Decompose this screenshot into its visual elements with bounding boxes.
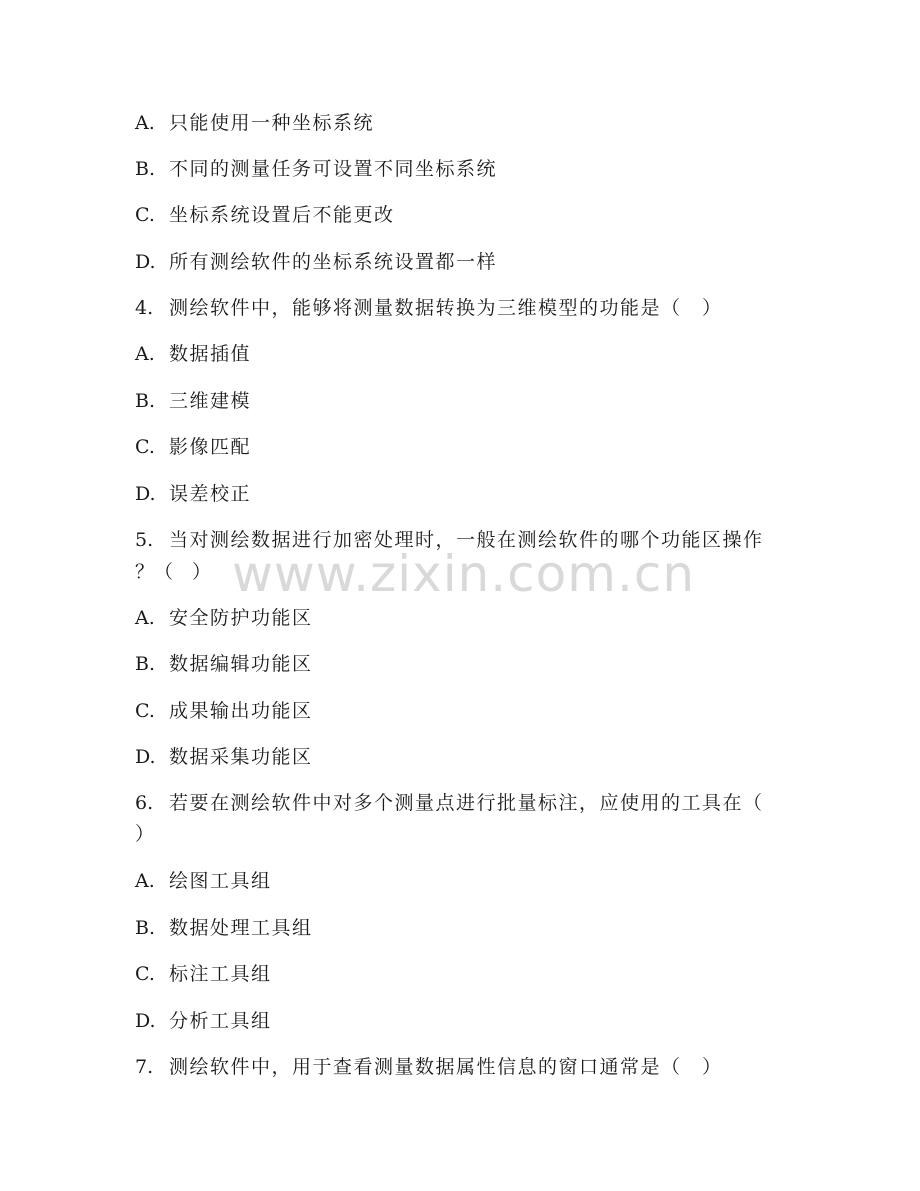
q3-option-d [135,250,497,274]
q3-option-b [135,157,497,181]
option-text: 坐标系统设置后不能更改 [169,204,395,226]
q4-option-b [135,389,251,413]
option-label: D. [135,1010,156,1032]
q5-option-d [135,745,313,769]
q6-option-d [135,1009,272,1033]
q6-option-a [135,869,272,893]
option-text: 不同的测量任务可设置不同坐标系统 [169,158,498,180]
q6-option-b [135,916,313,940]
option-text: 数据处理工具组 [169,917,313,939]
option-label: D. [135,746,156,768]
q4-option-a [135,342,251,366]
q6-stem [135,791,764,815]
option-text: 数据编辑功能区 [169,653,313,675]
option-label: D. [135,251,156,273]
question-number: 4. [135,297,154,319]
question-text: 测绘软件中，用于查看测量数据属性信息的窗口通常是（ ） [169,1056,723,1078]
option-label: D. [135,483,156,505]
option-text: 分析工具组 [169,1010,272,1032]
question-number: 5. [135,529,154,551]
option-text: 只能使用一种坐标系统 [169,112,375,134]
q6-stem-continuation: ） [135,823,155,845]
option-text: 三维建模 [169,390,252,412]
q6-option-c [135,962,272,986]
q5-option-c [135,699,313,723]
question-text: 测绘软件中，能够将测量数据转换为三维模型的功能是（ ） [169,297,723,319]
q5-stem [135,528,764,552]
option-text: 成果输出功能区 [169,700,313,722]
option-label: A. [135,870,155,892]
option-label: C. [135,963,155,985]
q5-option-a [135,606,313,630]
option-label: A. [135,343,155,365]
option-text: 数据采集功能区 [169,746,313,768]
question-text: 当对测绘数据进行加密处理时，一般在测绘软件的哪个功能区操作 [169,529,764,551]
watermark: www.zixin.com.cn [232,545,696,603]
option-label: C. [135,436,155,458]
q7-stem [135,1055,723,1079]
option-text: 标注工具组 [169,963,272,985]
q3-option-a [135,111,374,135]
q3-option-c [135,203,395,227]
option-label: B. [135,390,156,412]
option-text: 误差校正 [169,483,252,505]
option-text: 数据插值 [169,343,252,365]
q5-option-b [135,652,313,676]
option-text: 安全防护功能区 [169,607,313,629]
q4-option-c [135,435,251,459]
q4-option-d [135,482,251,506]
q5-stem-continuation: ？（ ） [135,561,212,583]
option-label: C. [135,700,155,722]
question-number: 7. [135,1056,154,1078]
option-label: A. [135,607,155,629]
option-label: B. [135,158,156,180]
option-label: B. [135,653,156,675]
option-text: 绘图工具组 [169,870,272,892]
option-text: 所有测绘软件的坐标系统设置都一样 [169,251,498,273]
option-label: B. [135,917,156,939]
q4-stem [135,296,723,320]
option-text: 影像匹配 [169,436,252,458]
question-text: 若要在测绘软件中对多个测量点进行批量标注，应使用的工具在（ [169,792,764,814]
option-label: A. [135,112,155,134]
option-label: C. [135,204,155,226]
question-number: 6. [135,792,154,814]
